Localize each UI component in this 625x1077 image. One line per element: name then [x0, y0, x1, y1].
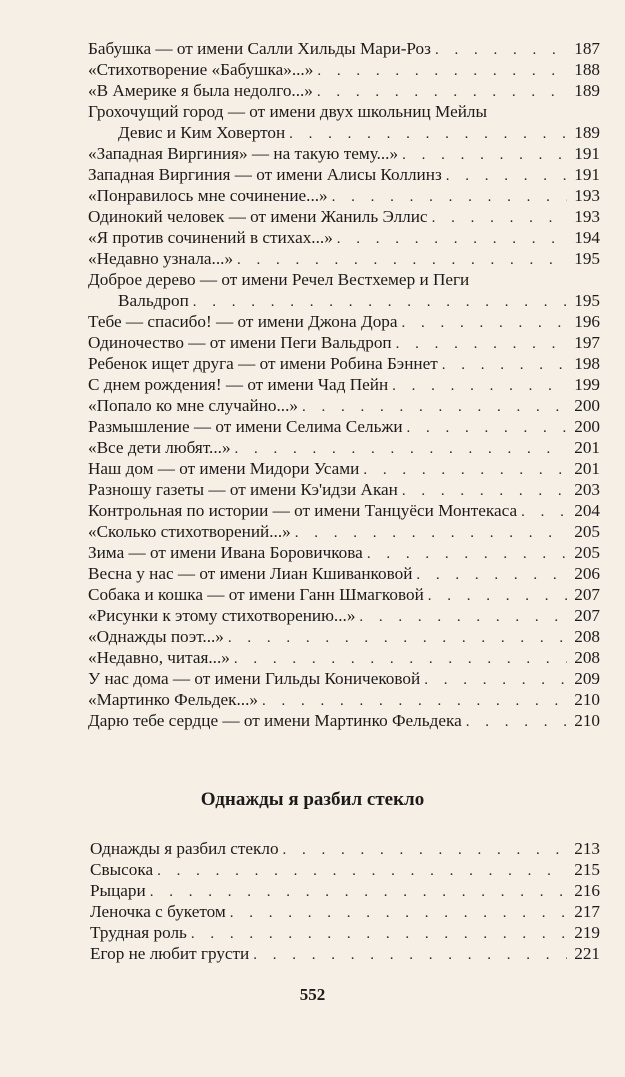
toc-entry-page: 208: [574, 627, 600, 646]
toc-entry: [88, 458, 600, 479]
toc-entry-title: Собака и кошка — от имени Ганн Шмагковой: [88, 585, 424, 604]
dot-leader: [283, 840, 567, 861]
toc-entry-page: 215: [574, 860, 600, 879]
toc-entry: [88, 689, 600, 710]
section-title: Однажды я разбил стекло: [200, 789, 425, 810]
dot-leader: [317, 61, 567, 82]
dot-leader: [289, 124, 567, 145]
toc-entry: [88, 479, 600, 500]
table-of-contents-section: [90, 838, 600, 964]
toc-entry-page: 188: [574, 60, 600, 79]
toc-entry-title: «Стихотворение «Бабушка»...»: [88, 60, 314, 79]
toc-entry-page: 195: [574, 249, 600, 268]
toc-entry-title: «Недавно узнала...»: [88, 249, 234, 268]
toc-entry: [88, 248, 600, 269]
toc-entry-title: Тебе — спасибо! — от имени Джона Дора: [88, 312, 398, 331]
toc-entry-title: Западная Виргиния — от имени Алисы Коллинз: [88, 165, 442, 184]
toc-entry-title: Егор не любит грусти: [90, 944, 250, 963]
toc-entry-page: 204: [574, 501, 600, 520]
toc-entry: [90, 901, 600, 922]
toc-entry-page: 201: [574, 438, 600, 457]
toc-entry-page: 205: [574, 522, 600, 541]
dot-leader: [235, 439, 567, 460]
toc-entry-title: Рыцари: [90, 881, 146, 900]
toc-entry-page: 217: [574, 902, 600, 921]
toc-entry-title: Одинокий человек — от имени Жаниль Эллис: [88, 207, 428, 226]
toc-entry-page: 221: [574, 944, 600, 963]
dot-leader: [230, 903, 567, 924]
dot-leader: [466, 712, 567, 733]
toc-entry-page: 207: [574, 585, 600, 604]
dot-leader: [367, 544, 567, 565]
toc-entry: [88, 164, 600, 185]
toc-entry: [88, 668, 600, 689]
toc-entry: [88, 374, 600, 395]
toc-entry-title: С днем рождения! — от имени Чад Пейн: [88, 375, 389, 394]
toc-entry-title: «Сколько стихотворений...»: [88, 522, 291, 541]
dot-leader: [407, 418, 567, 439]
dot-leader: [428, 586, 567, 607]
dot-leader: [193, 292, 567, 313]
dot-leader: [424, 670, 567, 691]
toc-entry-title: Однажды я разбил стекло: [90, 839, 279, 858]
toc-entry-page: 201: [574, 459, 600, 478]
toc-entry-page: 200: [574, 396, 600, 415]
dot-leader: [237, 250, 567, 271]
dot-leader: [402, 481, 567, 502]
toc-entry-title: Девис и Ким Ховертон: [118, 123, 286, 142]
dot-leader: [396, 334, 567, 355]
toc-entry-title: Дарю тебе сердце — от имени Мартинко Фельдека: [88, 711, 462, 730]
toc-entry-title: Наш дом — от имени Мидори Усами: [88, 459, 360, 478]
dot-leader: [262, 691, 567, 712]
toc-entry-page: 210: [574, 690, 600, 709]
toc-entry: [88, 59, 600, 80]
toc-entry-page: 191: [574, 144, 600, 163]
toc-entry-title: Одиночество — от имени Пеги Вальдроп: [88, 333, 392, 352]
table-of-contents: [88, 38, 600, 731]
toc-entry-title: Ребенок ищет друга — от имени Робина Бэннет: [88, 354, 438, 373]
dot-leader: [253, 945, 567, 966]
toc-entry: [90, 838, 600, 859]
dot-leader: [446, 166, 567, 187]
toc-entry-title: «Западная Виргиния» — на такую тему...»: [88, 144, 399, 163]
dot-leader: [402, 313, 567, 334]
toc-entry-page: 198: [574, 354, 600, 373]
dot-leader: [317, 82, 567, 103]
toc-entry-title: «В Америке я была недолго...»: [88, 81, 313, 100]
toc-entry: [88, 395, 600, 416]
toc-entry: [88, 605, 600, 626]
toc-entry-title: «Понравилось мне сочинение...»: [88, 186, 328, 205]
toc-entry-page: 209: [574, 669, 600, 688]
toc-entry: [88, 353, 600, 374]
dot-leader: [392, 376, 567, 397]
toc-entry-page: 203: [574, 480, 600, 499]
toc-entry: [88, 206, 600, 227]
dot-leader: [337, 229, 567, 250]
toc-entry-title: Разношу газеты — от имени Кэ'идзи Акан: [88, 480, 398, 499]
dot-leader: [432, 208, 567, 229]
toc-entry: [88, 80, 600, 101]
toc-entry-page: 210: [574, 711, 600, 730]
toc-entry-page: 194: [574, 228, 600, 247]
toc-entry-page: 219: [574, 923, 600, 942]
toc-entry: [88, 332, 600, 353]
toc-entry-title: Грохочущий город — от имени двух школьниц Мейлы: [88, 102, 488, 121]
toc-entry: [88, 626, 600, 647]
toc-entry-page: 197: [574, 333, 600, 352]
toc-entry-title: «Попало ко мне случайно...»: [88, 396, 298, 415]
toc-entry-page: 200: [574, 417, 600, 436]
toc-entry-page: 213: [574, 839, 600, 858]
toc-entry-title: «Рисунки к этому стихотворению...»: [88, 606, 356, 625]
toc-entry-page: 216: [574, 881, 600, 900]
toc-entry-page: 193: [574, 186, 600, 205]
toc-entry-page: 189: [574, 123, 600, 142]
toc-entry: [88, 647, 600, 668]
toc-entry-title: «Однажды поэт...»: [88, 627, 224, 646]
dot-leader: [402, 145, 567, 166]
toc-entry-title: Зима — от имени Ивана Боровичкова: [88, 543, 363, 562]
dot-leader: [150, 882, 567, 903]
toc-entry: [88, 38, 600, 59]
toc-entry-page: 193: [574, 207, 600, 226]
toc-entry: [90, 859, 600, 880]
toc-entry-page: 196: [574, 312, 600, 331]
dot-leader: [521, 502, 567, 523]
toc-entry: [88, 416, 600, 437]
toc-entry-title: Трудная роль: [90, 923, 187, 942]
toc-entry-title: «Все дети любят...»: [88, 438, 231, 457]
toc-entry: [88, 185, 600, 206]
page-number: 552: [299, 985, 326, 1004]
toc-entry-page: 191: [574, 165, 600, 184]
toc-entry-title: Свысока: [90, 860, 154, 879]
toc-entry-title: Контрольная по истории — от имени Танцуёси Монтекаса: [88, 501, 518, 520]
toc-entry: [90, 943, 600, 964]
dot-leader: [363, 460, 567, 481]
toc-entry: [88, 143, 600, 164]
toc-entry: [90, 922, 600, 943]
dot-leader: [359, 607, 567, 628]
dot-leader: [435, 40, 567, 61]
toc-entry: [88, 227, 600, 248]
toc-entry-page: 189: [574, 81, 600, 100]
dot-leader: [228, 628, 567, 649]
toc-entry-page: 205: [574, 543, 600, 562]
dot-leader: [157, 861, 567, 882]
toc-entry-title: Размышление — от имени Селима Сельжи: [88, 417, 403, 436]
toc-entry-title: Вальдроп: [118, 291, 189, 310]
dot-leader: [302, 397, 567, 418]
toc-entry-title: «Мартинко Фельдек...»: [88, 690, 258, 709]
toc-entry: [88, 122, 600, 143]
toc-entry: [88, 311, 600, 332]
toc-entry-title: Бабушка — от имени Салли Хильды Мари-Роз: [88, 39, 431, 58]
toc-entry-title: У нас дома — от имени Гильды Коничековой: [88, 669, 421, 688]
toc-entry-page: 199: [574, 375, 600, 394]
toc-entry: [88, 521, 600, 542]
dot-leader: [416, 565, 567, 586]
toc-entry-title: Доброе дерево — от имени Речел Вестхемер и Пеги: [88, 270, 470, 289]
toc-entry-page: 206: [574, 564, 600, 583]
dot-leader: [234, 649, 567, 670]
dot-leader: [295, 523, 567, 544]
toc-entry: [88, 584, 600, 605]
toc-entry-page: 187: [574, 39, 600, 58]
toc-entry: [88, 269, 600, 290]
toc-entry: [88, 542, 600, 563]
toc-entry: [88, 710, 600, 731]
toc-entry: [90, 880, 600, 901]
toc-entry: [88, 500, 600, 521]
toc-entry-page: 208: [574, 648, 600, 667]
toc-entry: [88, 563, 600, 584]
toc-entry: [88, 290, 600, 311]
toc-entry: [88, 437, 600, 458]
dot-leader: [442, 355, 567, 376]
toc-entry: [88, 101, 600, 122]
dot-leader: [332, 187, 567, 208]
toc-entry-page: 207: [574, 606, 600, 625]
toc-entry-title: Весна у нас — от имени Лиан Кшиванковой: [88, 564, 413, 583]
toc-entry-title: «Недавно, читая...»: [88, 648, 230, 667]
toc-entry-title: «Я против сочинений в стихах...»: [88, 228, 333, 247]
toc-entry-title: Леночка с букетом: [90, 902, 226, 921]
dot-leader: [191, 924, 567, 945]
toc-entry-page: 195: [574, 291, 600, 310]
